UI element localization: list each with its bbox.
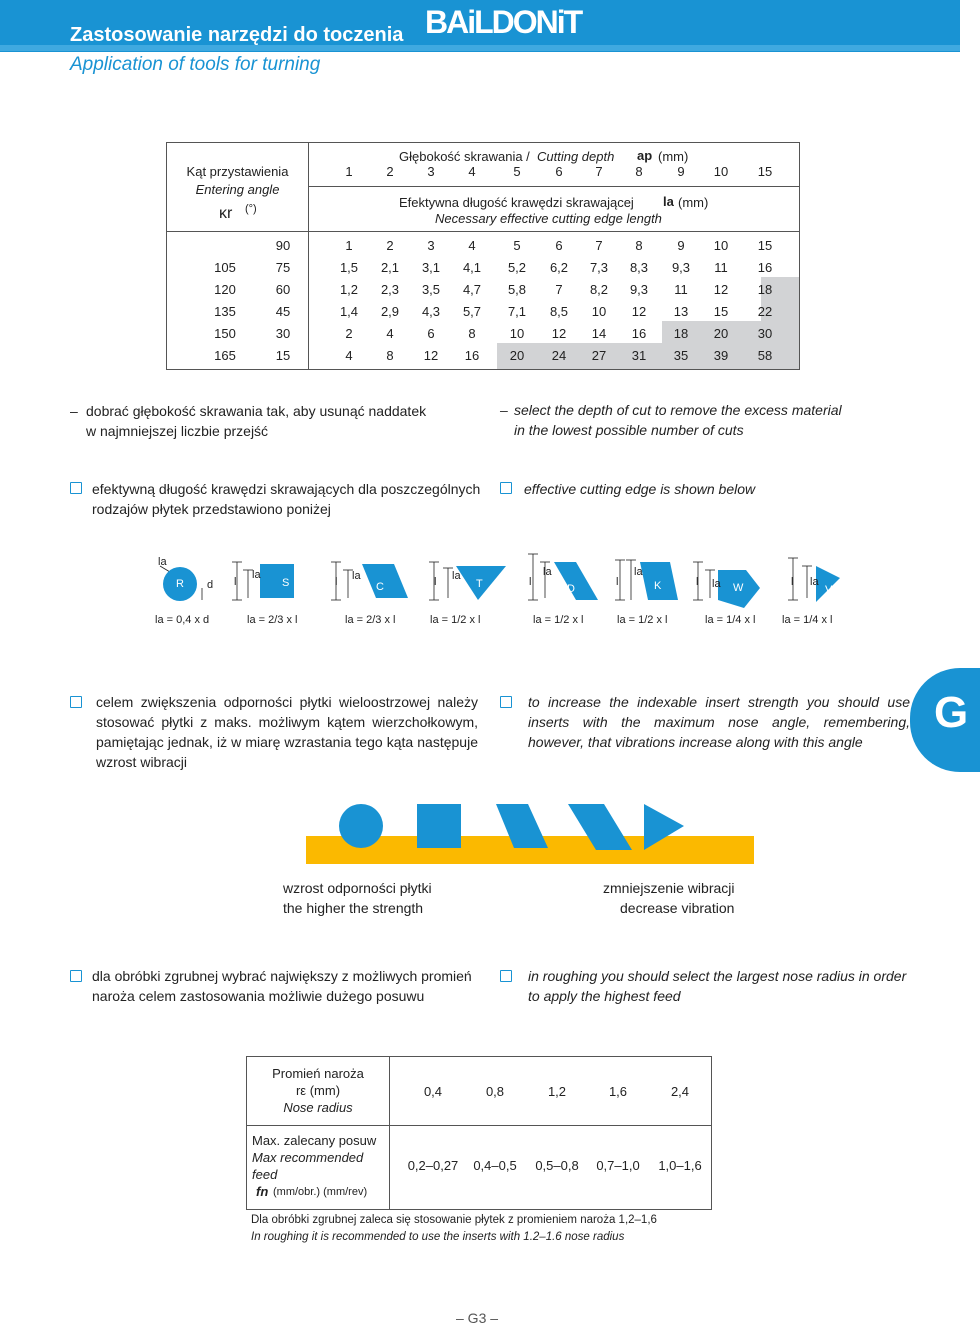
insert-formula: la = 2/3 x l bbox=[345, 614, 396, 626]
radius-label-sym: rε (mm) bbox=[295, 1083, 341, 1098]
table-cell: 58 bbox=[757, 348, 773, 363]
feed-label-en-1: Max recommended bbox=[252, 1150, 364, 1165]
table-cell: 10 bbox=[509, 326, 525, 341]
depth-note-pl-1: dobrać głębokość skrawania tak, aby usunąć naddatek bbox=[86, 403, 427, 419]
radius-value: 2,4 bbox=[670, 1084, 690, 1099]
edge-note-pl-1: efektywną długość krawędzi skrawających dla poszczególnych bbox=[92, 481, 481, 497]
table-cell: 20 bbox=[509, 348, 525, 363]
feed-label-pl: Max. zalecany posuw bbox=[252, 1133, 377, 1148]
radius-label-en: Nose radius bbox=[283, 1100, 353, 1115]
checkbox-bullet-icon bbox=[500, 482, 512, 494]
page-title-en: Application of tools for turning bbox=[70, 54, 321, 75]
table-cell: 7 bbox=[555, 282, 563, 297]
insert-label-d: D bbox=[567, 583, 575, 595]
table-cell: 8 bbox=[635, 238, 643, 253]
depth-note-dash: – bbox=[70, 403, 78, 419]
strength-note-pl: celem zwiększenia odporności płytki wieloostrzowej należy stosować płytki z maks. możliwym kątem wierzchołkowym, pamiętając jednak, iż w miarę wzrastania tego kąta następuje wzrost wibracji bbox=[96, 694, 478, 770]
depth-note-en-1: select the depth of cut to remove the excess material bbox=[514, 402, 842, 418]
depth-note-pl-2: w najmniejszej liczbie przejść bbox=[86, 423, 269, 439]
table-cell: 8,2 bbox=[589, 282, 609, 297]
table-cell: 11 bbox=[674, 282, 688, 297]
table-row-angle: 30 bbox=[275, 326, 291, 341]
table-cell: 20 bbox=[713, 326, 729, 341]
depth-value: 7 bbox=[595, 164, 603, 179]
strength-note-en: to increase the indexable insert strength you should use inserts with the maximum nose angle, remembering, however, that vibrations increase along with this angle bbox=[528, 694, 910, 750]
feed-symbol: fn bbox=[256, 1184, 269, 1199]
insert-formula: la = 0,4 x d bbox=[155, 614, 210, 626]
table-cell: 24 bbox=[551, 348, 567, 363]
table-cell: 18 bbox=[673, 326, 689, 341]
table-cell: 12 bbox=[423, 348, 439, 363]
footnote-en: In roughing it is recommended to use the inserts with 1.2–1.6 nose radius bbox=[251, 1231, 625, 1243]
strength-label-en: the higher the strength bbox=[283, 900, 424, 916]
nose-radius-table bbox=[246, 1056, 712, 1210]
table-row-angle: 60 bbox=[275, 282, 291, 297]
table-cell: 5 bbox=[513, 238, 521, 253]
vibration-label-en: decrease vibration bbox=[620, 900, 735, 916]
table-cell: 13 bbox=[673, 304, 689, 319]
insert-dim-la: la bbox=[712, 578, 721, 590]
depth-value: 3 bbox=[427, 164, 435, 179]
table-cell: 8 bbox=[386, 348, 394, 363]
insert-label-s: S bbox=[282, 577, 290, 589]
table-cell: 4,1 bbox=[462, 260, 482, 275]
table-cell: 7,1 bbox=[507, 304, 527, 319]
table-cell: 7 bbox=[595, 238, 603, 253]
table-cell: 16 bbox=[631, 326, 647, 341]
table-cell: 4 bbox=[468, 238, 476, 253]
depth-header-pl: Głębokość skrawania / bbox=[399, 149, 530, 164]
radius-value: 0,8 bbox=[485, 1084, 505, 1099]
table-cell: 31 bbox=[631, 348, 647, 363]
edge-symbol: la bbox=[663, 194, 674, 209]
table-row-angle: 15 bbox=[275, 348, 291, 363]
depth-value: 15 bbox=[757, 164, 773, 179]
radius-note-pl: dla obróbki zgrubnej wybrać największy z możliwych promień naroża celem zastosowania możliwie dużego posuwu bbox=[92, 968, 472, 1004]
table-cell: 3,5 bbox=[421, 282, 441, 297]
depth-note-dash-en: – bbox=[500, 402, 508, 418]
feed-value: 0,2–0,27 bbox=[407, 1158, 459, 1173]
table-row-alt-angle: 150 bbox=[214, 326, 236, 341]
radius-label-pl: Promień naroża bbox=[272, 1066, 364, 1081]
table-cell: 9,3 bbox=[671, 260, 691, 275]
table-cell: 9 bbox=[677, 238, 685, 253]
angle-header-pl: Kąt przystawienia bbox=[186, 164, 289, 179]
table-cell: 4 bbox=[345, 348, 353, 363]
table-cell: 12 bbox=[551, 326, 567, 341]
depth-value: 2 bbox=[386, 164, 394, 179]
insert-label-k: K bbox=[654, 580, 662, 592]
table-cell: 4,3 bbox=[421, 304, 441, 319]
depth-symbol: ap bbox=[637, 148, 653, 163]
strength-diagram bbox=[300, 798, 760, 868]
insert-dim-la: la bbox=[352, 570, 361, 582]
insert-formula: la = 1/4 x l bbox=[782, 614, 833, 626]
insert-rhombic-80-shape bbox=[362, 564, 408, 598]
table-cell: 6,2 bbox=[549, 260, 569, 275]
insert-dim-l: l bbox=[434, 576, 437, 588]
radius-value: 1,2 bbox=[547, 1084, 567, 1099]
table-row-alt-angle: 105 bbox=[214, 260, 236, 275]
insert-label-w: W bbox=[733, 582, 744, 594]
table-cell: 22 bbox=[757, 304, 773, 319]
feed-value: 0,5–0,8 bbox=[535, 1158, 579, 1173]
table-cell: 4,7 bbox=[462, 282, 482, 297]
table-cell: 3 bbox=[427, 238, 435, 253]
insert-label-c: C bbox=[376, 581, 384, 593]
insert-label-r: R bbox=[176, 578, 184, 590]
insert-dim-la: la bbox=[634, 566, 643, 578]
checkbox-bullet-icon bbox=[500, 970, 512, 982]
table-cell: 15 bbox=[713, 304, 729, 319]
strength-label-pl: wzrost odporności płytki bbox=[283, 880, 432, 896]
insert-formula: la = 1/2 x l bbox=[533, 614, 584, 626]
depth-value: 4 bbox=[468, 164, 476, 179]
table-cell: 5,7 bbox=[462, 304, 482, 319]
table-cell: 6 bbox=[427, 326, 435, 341]
insert-dim-l: l bbox=[335, 576, 338, 588]
table-cell: 1,5 bbox=[339, 260, 359, 275]
insert-label-t: T bbox=[476, 578, 483, 590]
depth-value: 8 bbox=[635, 164, 643, 179]
depth-value: 10 bbox=[713, 164, 729, 179]
table-cell: 4 bbox=[386, 326, 394, 341]
feed-value: 0,4–0,5 bbox=[473, 1158, 517, 1173]
checkbox-bullet-icon bbox=[70, 696, 82, 708]
insert-formula: la = 2/3 x l bbox=[247, 614, 298, 626]
table-cell: 2,1 bbox=[380, 260, 400, 275]
table-row-alt-angle: 165 bbox=[214, 348, 236, 363]
page-number: – G3 – bbox=[456, 1310, 499, 1326]
table-row-angle: 45 bbox=[275, 304, 291, 319]
table-cell: 5,8 bbox=[507, 282, 527, 297]
depth-value: 9 bbox=[677, 164, 685, 179]
checkbox-bullet-icon bbox=[500, 696, 512, 708]
table-cell: 8 bbox=[468, 326, 476, 341]
insert-dim-l: l bbox=[234, 576, 237, 588]
table-cell: 14 bbox=[591, 326, 607, 341]
table-cell: 12 bbox=[631, 304, 647, 319]
table-cell: 2 bbox=[345, 326, 353, 341]
table-cell: 10 bbox=[713, 238, 729, 253]
footnote-pl: Dla obróbki zgrubnej zaleca się stosowanie płytek z promieniem naroża 1,2–1,6 bbox=[251, 1214, 657, 1226]
edge-header-en: Necessary effective cutting edge length bbox=[435, 211, 662, 226]
table-cell: 39 bbox=[713, 348, 729, 363]
insert-dim-la: la bbox=[252, 569, 261, 581]
table-cell: 2,9 bbox=[380, 304, 400, 319]
table-cell: 3,1 bbox=[421, 260, 441, 275]
edge-header-pl: Efektywna długość krawędzi skrawającej bbox=[399, 195, 634, 210]
table-cell: 2 bbox=[386, 238, 394, 253]
table-cell: 5,2 bbox=[507, 260, 527, 275]
angle-header-en: Entering angle bbox=[195, 182, 280, 197]
table-cell: 30 bbox=[757, 326, 773, 341]
table-cell: 10 bbox=[591, 304, 607, 319]
insert-formula: la = 1/2 x l bbox=[617, 614, 668, 626]
table-row-angle: 90 bbox=[275, 238, 291, 253]
insert-dim-la: la bbox=[810, 576, 819, 588]
depth-unit: (mm) bbox=[658, 149, 689, 164]
table-cell: 7,3 bbox=[589, 260, 609, 275]
insert-dim-l: l bbox=[529, 576, 532, 588]
radius-value: 1,6 bbox=[608, 1084, 628, 1099]
page-title-pl: Zastosowanie narzędzi do toczenia bbox=[70, 24, 404, 46]
table-cell: 12 bbox=[713, 282, 729, 297]
insert-dim-la: la bbox=[543, 566, 552, 578]
depth-value: 1 bbox=[345, 164, 353, 179]
angle-symbol: κr bbox=[219, 205, 233, 222]
angle-unit: (°) bbox=[245, 203, 257, 215]
table-cell: 6 bbox=[555, 238, 563, 253]
table-row-alt-angle: 135 bbox=[214, 304, 236, 319]
checkbox-bullet-icon bbox=[70, 970, 82, 982]
edge-unit: (mm) bbox=[678, 195, 709, 210]
feed-unit: (mm/obr.) (mm/rev) bbox=[273, 1186, 368, 1198]
section-tab-letter: G bbox=[934, 688, 969, 737]
insert-dim-la: la bbox=[158, 556, 167, 568]
table-cell: 1,2 bbox=[339, 282, 359, 297]
insert-formula: la = 1/2 x l bbox=[430, 614, 481, 626]
insert-dim-l: l bbox=[791, 576, 794, 588]
insert-dim-l: l bbox=[696, 576, 699, 588]
depth-value: 5 bbox=[513, 164, 521, 179]
table-row-angle: 75 bbox=[275, 260, 291, 275]
table-cell: 11 bbox=[714, 260, 728, 275]
insert-dim-la: la bbox=[452, 570, 461, 582]
insert-label-v: V bbox=[825, 584, 833, 596]
table-cell: 9,3 bbox=[629, 282, 649, 297]
checkbox-bullet-icon bbox=[70, 482, 82, 494]
insert-dim-d: d bbox=[207, 579, 214, 591]
table-cell: 35 bbox=[673, 348, 689, 363]
table-cell: 18 bbox=[757, 282, 773, 297]
brand-logo: BAiLDONiT bbox=[425, 4, 582, 40]
table-cell: 2,3 bbox=[380, 282, 400, 297]
edge-note-pl-2: rodzajów płytek przedstawiono poniżej bbox=[92, 501, 331, 517]
depth-note-en-2: in the lowest possible number of cuts bbox=[514, 422, 744, 438]
insert-formula: la = 1/4 x l bbox=[705, 614, 756, 626]
table-cell: 8,5 bbox=[549, 304, 569, 319]
feed-value: 0,7–1,0 bbox=[596, 1158, 640, 1173]
table-row-alt-angle: 120 bbox=[214, 282, 236, 297]
insert-dim-l: l bbox=[616, 576, 619, 588]
insert-rhombic-55-shape bbox=[554, 562, 598, 600]
depth-value: 6 bbox=[555, 164, 563, 179]
vibration-label-pl: zmniejszenie wibracji bbox=[603, 880, 735, 896]
depth-header-en: Cutting depth bbox=[537, 149, 615, 164]
feed-label-en-2: feed bbox=[252, 1167, 278, 1182]
table-cell: 8,3 bbox=[629, 260, 649, 275]
table-cell: 1,4 bbox=[339, 304, 359, 319]
table-cell: 16 bbox=[757, 260, 773, 275]
table-cell: 16 bbox=[464, 348, 480, 363]
radius-note-en: in roughing you should select the largest nose radius in order to apply the highest feed bbox=[528, 968, 907, 1004]
feed-value: 1,0–1,6 bbox=[658, 1158, 702, 1173]
radius-value: 0,4 bbox=[423, 1084, 443, 1099]
cutting-edge-table bbox=[166, 142, 800, 370]
table-cell: 1 bbox=[345, 238, 353, 253]
table-cell: 27 bbox=[591, 348, 607, 363]
edge-note-en: effective cutting edge is shown below bbox=[524, 481, 756, 497]
table-cell: 15 bbox=[757, 238, 773, 253]
